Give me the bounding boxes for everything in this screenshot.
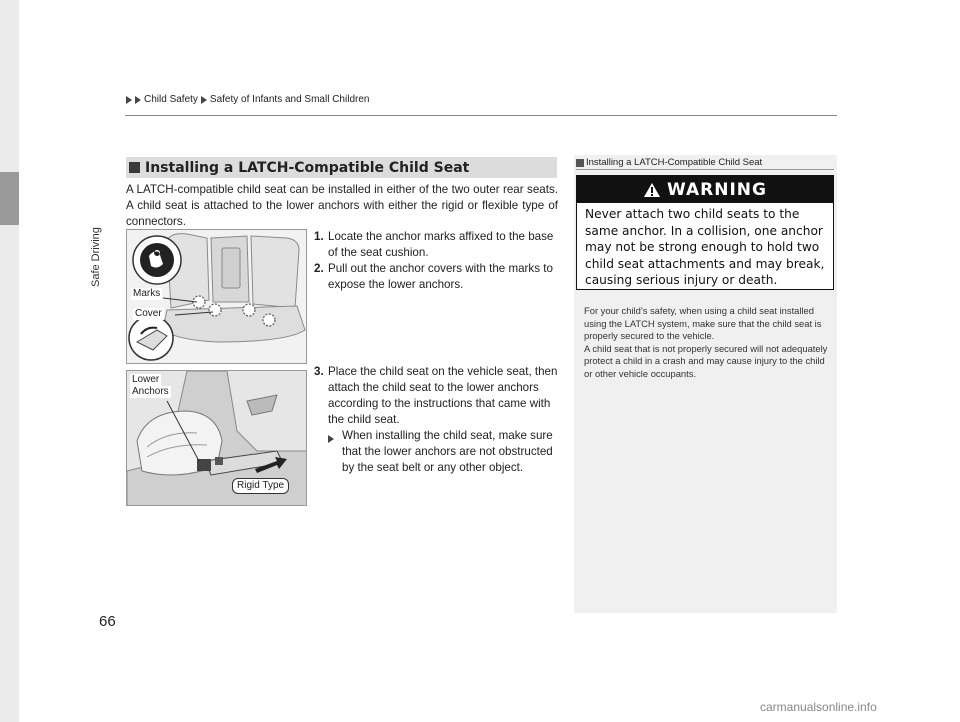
side-note-body <box>584 305 830 381</box>
figure-anchor-marks <box>126 229 307 364</box>
breadcrumb-arrow-icon <box>201 96 207 104</box>
breadcrumb <box>126 94 369 105</box>
step-item <box>314 364 560 428</box>
side-note-paragraph-1: For your child’s safety, when using a child seat installed using the LATCH system, make sure that the child seat is properly secured to the vehicle. <box>584 305 822 342</box>
side-tab-strip <box>0 0 19 722</box>
warning-box <box>576 175 834 290</box>
warning-text: Never attach two child seats to the same anchor. In a collision, one anchor may not be strong enough to hold two child seat attachments and may break, causing serious injury or death. <box>585 207 825 287</box>
side-note-header-text: Installing a LATCH-Compatible Child Seat <box>586 157 763 168</box>
breadcrumb-item-child-safety[interactable]: Child Safety <box>144 94 198 105</box>
section-heading <box>126 157 557 178</box>
subnote-text: When installing the child seat, make sure that the lower anchors are not obstructed by the seat belt or any other object. <box>342 429 553 474</box>
side-tab-label-text: Safe Driving <box>90 227 102 287</box>
step-item <box>314 229 560 261</box>
warning-triangle-icon <box>643 182 661 198</box>
label-cover: Cover <box>135 308 162 319</box>
step-number: 3. <box>314 365 324 378</box>
section-title: Installing a LATCH-Compatible Child Seat <box>145 159 470 176</box>
side-tab-active-marker <box>0 172 19 225</box>
breadcrumb-item-safety-infants[interactable]: Safety of Infants and Small Children <box>209 94 370 105</box>
step-subnote <box>328 428 560 476</box>
side-tab-label <box>90 187 110 287</box>
figure-lower-anchors <box>126 370 307 506</box>
label-anchors: Anchors <box>132 386 169 397</box>
step-text: Place the child seat on the vehicle seat, then attach the child seat to the lower anchors according to the instructions that came with the child seat. <box>328 365 558 426</box>
warning-title: WARNING <box>667 179 767 200</box>
note-marker-icon <box>576 159 584 167</box>
side-note-header <box>576 157 762 168</box>
label-marks: Marks <box>133 288 161 299</box>
label-rigid-type: Rigid Type <box>232 478 289 494</box>
page-number: 66 <box>99 613 116 630</box>
side-note-divider <box>576 169 834 170</box>
section-square-icon <box>129 162 140 173</box>
warning-header <box>577 176 833 203</box>
breadcrumb-arrow-icon <box>126 96 132 104</box>
header-divider <box>125 115 837 116</box>
intro-paragraph: A LATCH-compatible child seat can be installed in either of the two outer rear seats. A child seat is attached to the lower anchors with either the rigid or flexible type of connectors. <box>126 183 558 228</box>
step-number: 2. <box>314 262 324 275</box>
step-text: Locate the anchor marks affixed to the base of the seat cushion. <box>328 230 554 259</box>
step-item <box>314 261 560 293</box>
breadcrumb-arrow-icon <box>135 96 141 104</box>
steps-group-2 <box>314 364 560 476</box>
steps-group-1 <box>314 229 560 293</box>
side-note-paragraph-2: A child seat that is not properly secured will not adequately protect a child in a crash and may cause injury to the child or other vehicle occupants. <box>584 342 828 379</box>
label-lower: Lower <box>132 374 160 385</box>
watermark: carmanualsonline.info <box>760 700 877 714</box>
step-number: 1. <box>314 230 324 243</box>
subnote-arrow-icon <box>328 428 342 476</box>
step-text: Pull out the anchor covers with the marks to expose the lower anchors. <box>328 262 553 291</box>
